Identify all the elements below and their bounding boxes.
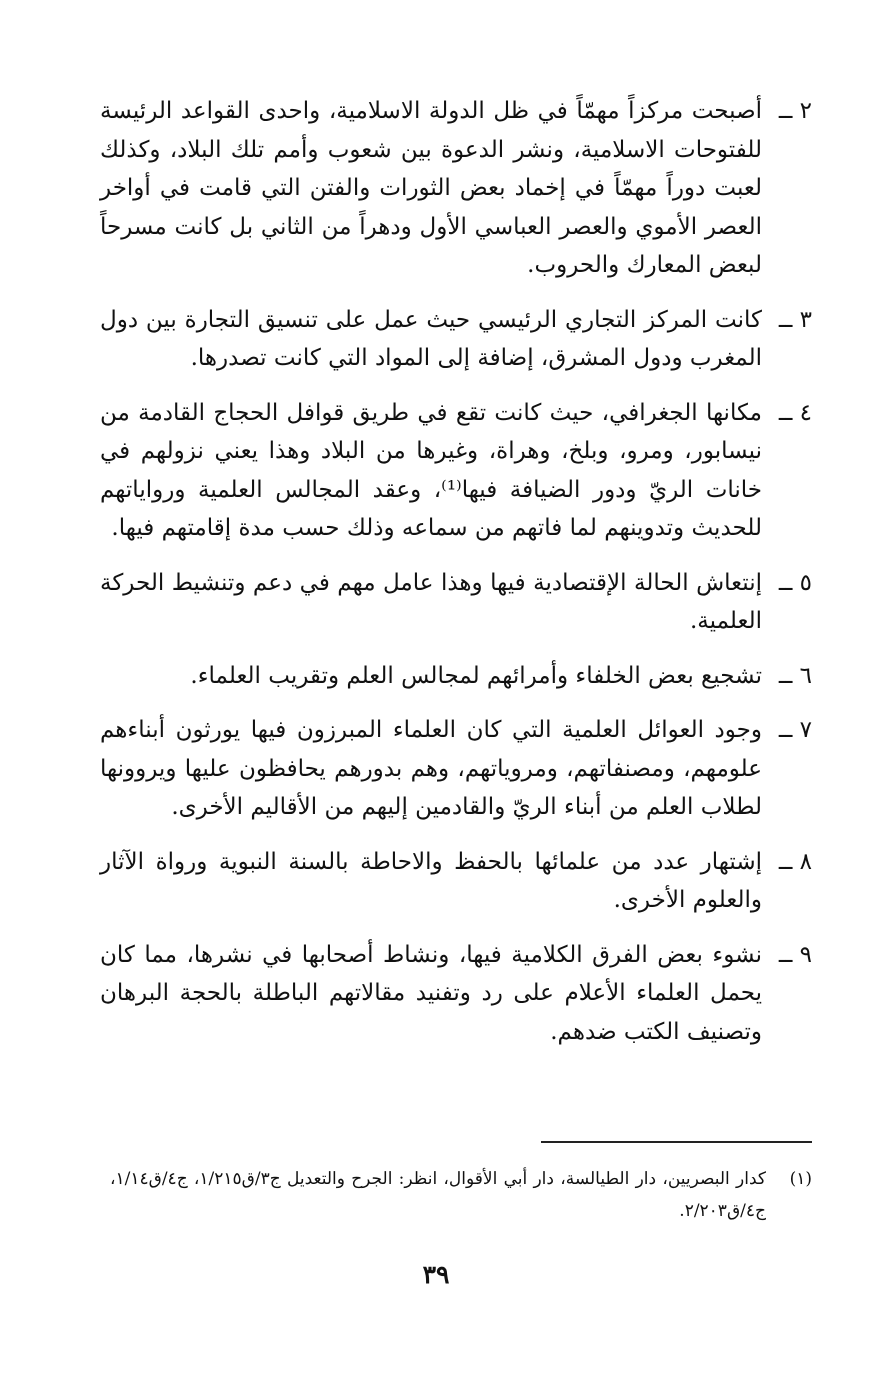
list-item xyxy=(100,92,812,285)
list-item xyxy=(100,843,812,920)
list-item xyxy=(100,711,812,827)
item-number: ٢ ــ xyxy=(778,98,812,124)
list-item xyxy=(100,564,812,641)
item-text: وجود العوائل العلمية التي كان العلماء المبرزون فيها يورثون أبناءهم علومهم، ومصنفاتهم، ومروياتهم، وهم بدورهم يحافظون عليها ويروونها لطلاب العلم من أبناء الريّ والقادمين إليهم من الأقاليم الأخرى. xyxy=(100,717,762,820)
list-item xyxy=(100,301,812,378)
item-text: إشتهار عدد من علمائها بالحفظ والاحاطة بالسنة النبوية ورواة الآثار والعلوم الأخرى. xyxy=(100,848,762,913)
footnote xyxy=(110,1163,812,1227)
item-number: ٩ ــ xyxy=(778,941,812,968)
footnote-divider xyxy=(541,1141,812,1143)
footnote-number: (١) xyxy=(789,1169,812,1189)
item-number: ٤ ــ xyxy=(778,399,812,426)
list-item xyxy=(100,936,812,1052)
item-number: ٧ ــ xyxy=(778,717,812,743)
item-text: كانت المركز التجاري الرئيسي حيث عمل على تنسيق التجارة بين دول المغرب ودول المشرق، إضافة إلى المواد التي كانت تصدرها. xyxy=(100,306,762,371)
item-number: ٨ ــ xyxy=(778,848,812,875)
item-text: نشوء بعض الفرق الكلامية فيها، ونشاط أصحابها في نشرها، مما كان يحمل العلماء الأعلام على رد وتفنيد مقالاتهم الباطلة بالحجة البرهان وتصنيف الكتب ضدهم. xyxy=(100,941,762,1045)
item-text: أصبحت مركزاً مهمّاً في ظل الدولة الاسلامية، واحدى القواعد الرئيسة للفتوحات الاسلامية، ونشر الدعوة بين شعوب وأمم تلك البلاد، وكذلك لعبت دوراً مهمّاً في إخماد بعض الثورات والفتن التي قامت في أواخر العصر الأموي والعصر العباسي الأول ودهراً من الثاني بل كانت مسرحاً لبعض المعارك والحروب. xyxy=(100,98,762,278)
item-number: ٦ ــ xyxy=(778,662,812,689)
item-number: ٣ ــ xyxy=(778,306,812,333)
footnote-text: كدار البصريين، دار الطيالسة، دار أبي الأقوال، انظر: الجرح والتعديل ج٣/ق١/٢١٥، ج٤/ق١/١٤، ج٤/ق٢/٢٠٣. xyxy=(110,1169,766,1221)
list-item xyxy=(100,657,812,696)
item-text: مكانها الجغرافي، حيث كانت تقع في طريق قوافل الحجاج القادمة من نيسابور، ومرو، وبلخ، وهراة، وغيرها من البلاد وهذا يعني نزولهم في خانات الريّ ودور الضيافة فيها⁽¹⁾، وعقد المجالس العلمية ورواياتهم للحديث وتدوينهم لما فاتهم من سماعه وذلك حسب مدة إقامتهم فيها. xyxy=(100,399,763,541)
page-number: ٣٩ xyxy=(422,1260,450,1289)
item-number: ٥ ــ xyxy=(778,569,812,596)
numbered-list xyxy=(100,92,812,1067)
item-text: إنتعاش الحالة الإقتصادية فيها وهذا عامل مهم في دعم وتنشيط الحركة العلمية. xyxy=(100,569,762,634)
item-text: تشجيع بعض الخلفاء وأمرائهم لمجالس العلم وتقريب العلماء. xyxy=(190,662,762,689)
list-item xyxy=(100,394,812,548)
